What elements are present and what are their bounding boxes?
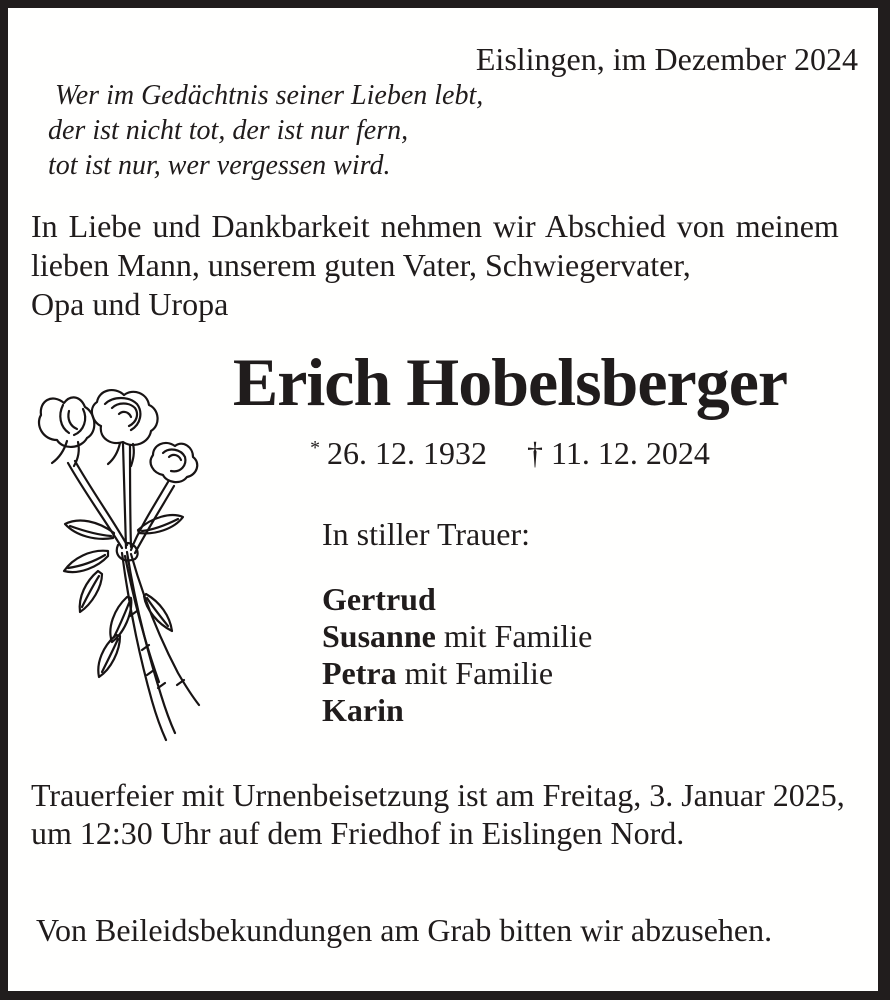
mourner-name: Gertrud <box>322 581 436 617</box>
mourner-name: Susanne <box>322 618 436 654</box>
funeral-line: um 12:30 Uhr auf dem Friedhof in Eislingen Nord. <box>31 815 685 851</box>
funeral-info <box>31 776 845 852</box>
death-date-value: 11. 12. 2024 <box>551 435 710 471</box>
mourner-name: Karin <box>322 692 404 728</box>
life-dates <box>120 434 890 477</box>
intro-line: Opa und Uropa <box>31 286 229 322</box>
mourner-name: Petra <box>322 655 397 691</box>
mourner-suffix: mit Familie <box>396 655 554 691</box>
condolence-note: Von Beileidsbekundungen am Grab bitten wir abzusehen. <box>36 912 773 948</box>
intro-line: lieben Mann, unserem guten Vater, Schwiegervater, <box>31 247 691 283</box>
birth-date-value: 26. 12. 1932 <box>327 435 488 471</box>
mourner-suffix: mit Familie <box>435 618 593 654</box>
funeral-line: Trauerfeier mit Urnenbeisetzung ist am Freitag, 3. Januar 2025, <box>31 777 845 813</box>
verse-line: der ist nicht tot, der ist nur fern, <box>48 115 409 146</box>
death-cross-symbol: † <box>527 435 544 471</box>
dateline: Eislingen, im Dezember 2024 <box>475 41 858 77</box>
mourner-row <box>322 581 592 618</box>
deceased-name: Erich Hobelsberger <box>232 344 788 420</box>
mourners-list <box>322 581 592 729</box>
mourner-row <box>322 618 592 655</box>
mourner-row <box>322 655 592 692</box>
death-date <box>527 435 710 471</box>
intro-line: In Liebe und Dankbarkeit nehmen wir Abschied von meinem <box>31 208 839 244</box>
mourner-row <box>322 692 592 729</box>
birth-star-symbol: * <box>310 436 321 459</box>
mourning-section <box>322 517 592 729</box>
verse-line: Wer im Gedächtnis seiner Lieben lebt, <box>55 80 484 111</box>
mourning-heading: In stiller Trauer: <box>322 516 530 552</box>
verse-line: tot ist nur, wer vergessen wird. <box>48 150 391 181</box>
intro-paragraph <box>31 207 839 324</box>
memorial-verse <box>48 78 483 183</box>
birth-date <box>310 435 487 471</box>
